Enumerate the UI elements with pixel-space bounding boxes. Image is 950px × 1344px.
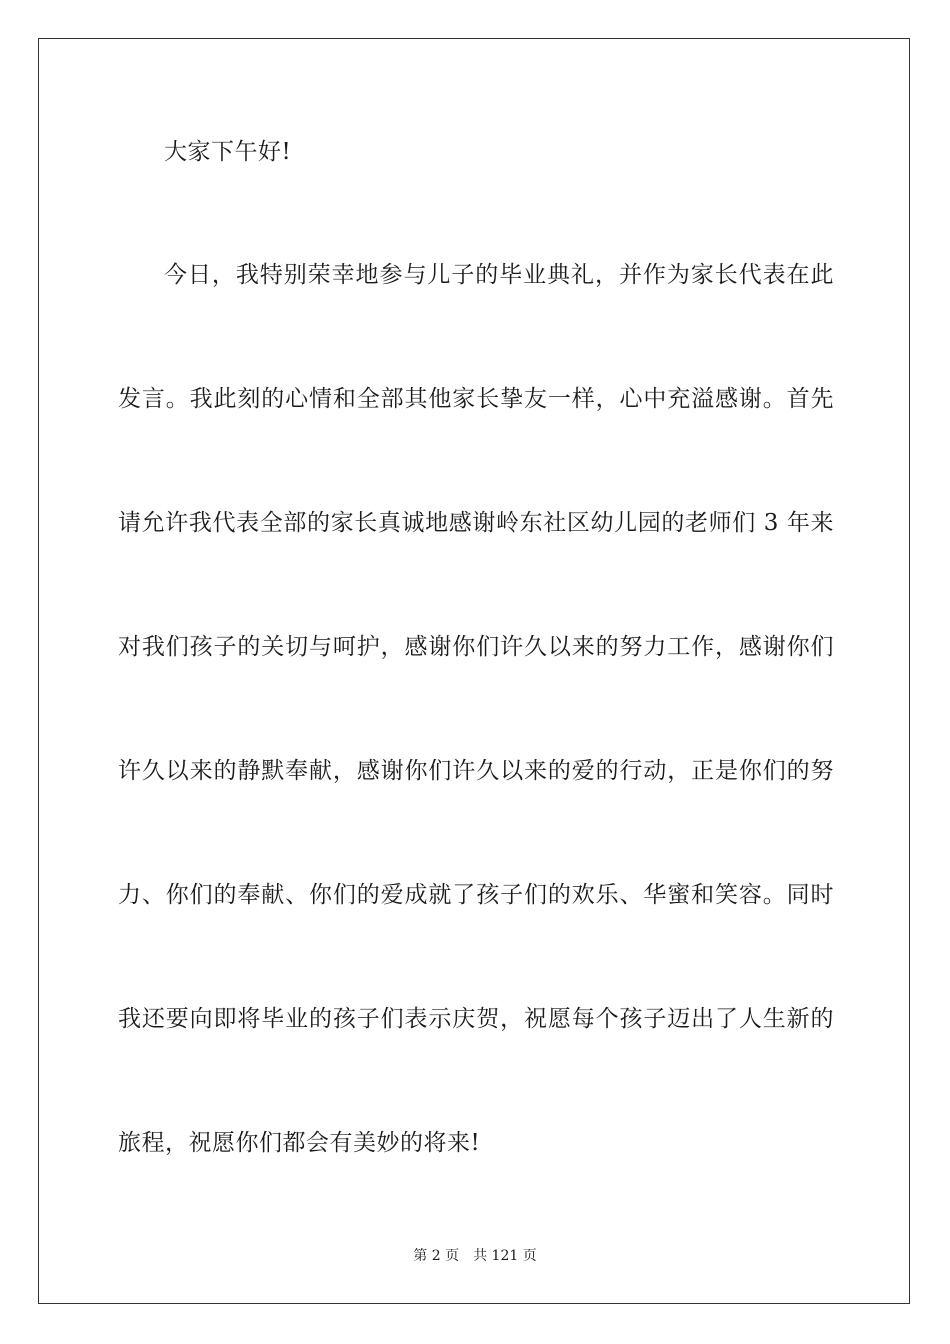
- paragraph-line-3: 请允许我代表全部的家长真诚地感谢岭东社区幼儿园的老师们 3 年来: [118, 510, 834, 536]
- paragraph-line-8: 旅程，祝愿你们都会有美妙的将来!: [118, 1130, 481, 1156]
- page-footer: [0, 1247, 950, 1265]
- paragraph-line-6: 力、你们的奉献、你们的爱成就了孩子们的欢乐、华蜜和笑容。同时: [118, 882, 834, 908]
- paragraph-line-2: 发言。我此刻的心情和全部其他家长挚友一样，心中充溢感谢。首先: [118, 386, 834, 412]
- greeting-line: 大家下午好!: [164, 139, 292, 165]
- paragraph-line-1: 今日，我特别荣幸地参与儿子的毕业典礼，并作为家长代表在此: [164, 262, 834, 288]
- paragraph-line-7: 我还要向即将毕业的孩子们表示庆贺，祝愿每个孩子迈出了人生新的: [118, 1006, 834, 1032]
- page-border: [38, 38, 910, 1304]
- paragraph-line-4: 对我们孩子的关切与呵护，感谢你们许久以来的努力工作，感谢你们: [118, 634, 834, 660]
- page-number: 第 2 页: [413, 1248, 460, 1264]
- page-total: 共 121 页: [473, 1248, 537, 1264]
- paragraph-line-5: 许久以来的静默奉献，感谢你们许久以来的爱的行动，正是你们的努: [118, 758, 834, 784]
